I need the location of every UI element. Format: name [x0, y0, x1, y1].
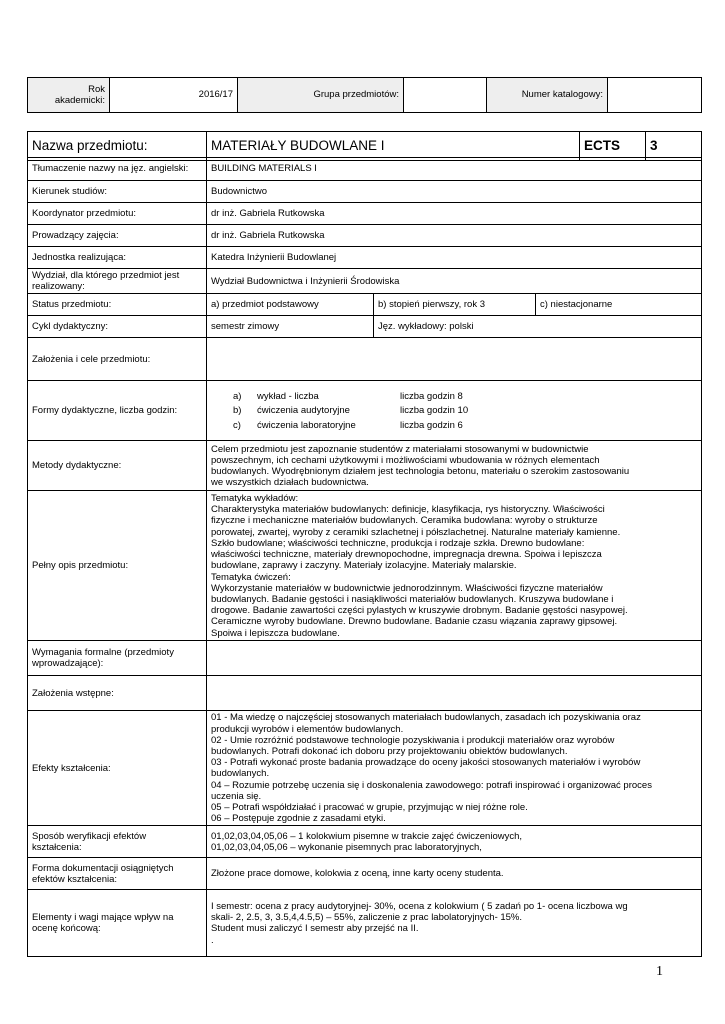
instructor-value: dr inż. Gabriela Rutkowska [207, 225, 702, 247]
requirements-value [207, 641, 702, 676]
lecture-language: Jęz. wykładowy: polski [374, 316, 702, 338]
header-info-table [27, 77, 702, 113]
verification-label: Sposób weryfikacji efektów kształcenia: [28, 826, 207, 858]
unit-value: Katedra Inżynierii Budowlanej [207, 247, 702, 269]
goals-value [207, 338, 702, 381]
ects-value: 3 [646, 132, 702, 161]
forms-item: c) ćwiczenia laboratoryjne liczba godzin 6 [233, 419, 463, 431]
faculty-label: Wydział, dla którego przedmiot jest realizowany: [28, 269, 207, 294]
status-label: Status przedmiotu: [28, 294, 207, 316]
translation-label: Tłumaczenie nazwy na jęz. angielski: [28, 158, 207, 181]
coordinator-label: Koordynator przedmiotu: [28, 203, 207, 225]
coordinator-value: dr inż. Gabriela Rutkowska [207, 203, 702, 225]
description-label: Pełny opis przedmiotu: [28, 491, 207, 641]
documentation-label: Forma dokumentacji osiągniętych efektów kształcenia: [28, 858, 207, 890]
forms-label: Formy dydaktyczne, liczba godzin: [28, 381, 207, 441]
academic-year-value: 2016/17 [110, 78, 238, 113]
requirements-label: Wymagania formalne (przedmioty wprowadzające): [28, 641, 207, 676]
forms-value [207, 381, 702, 441]
grading-label: Elementy i wagi mające wpływ na ocenę końcową: [28, 890, 207, 957]
course-name-value: MATERIAŁY BUDOWLANE I [207, 132, 580, 161]
methods-value: Celem przedmiotu jest zapoznanie studentów z materiałami stosowanymi w budownictwie powszechnym, ich cechami użytkowymi i możliwościami wbudowania w różnych elementach budowlanych. Wyodrębnionym działem jest technologia betonu, materiału o szerokim zastosowaniu we wszystkich działach budownictwa. [207, 441, 702, 491]
academic-year-label: Rok akademicki: [28, 78, 110, 113]
assumptions-value [207, 676, 702, 711]
catalog-number-value [608, 78, 702, 113]
methods-label: Metody dydaktyczne: [28, 441, 207, 491]
subject-group-label: Grupa przedmiotów: [238, 78, 404, 113]
effects-label: Efekty kształcenia: [28, 711, 207, 826]
syllabus-table [27, 157, 702, 957]
subject-group-value [404, 78, 487, 113]
forms-item: a) wykład - liczba liczba godzin 8 [233, 390, 463, 402]
effects-value: 01 - Ma wiedzę o najczęściej stosowanych materiałach budowlanych, zasadach ich pozyskiwania oraz produkcji wyrobów i elementów budowlanych. 02 - Umie rozróżnić podstawowe technologie pozyskiwania i produkcji materiałów oraz wyrobów budowlanych. Potrafi dokonać ich doboru przy projektowaniu obiektów budowlanych. 03 - Potrafi wykonać proste badania prowadzące do oceny jakości stosowanych materiałów i wyrobów budowlanych. 04 – Rozumie potrzebę uczenia się i doskonalenia zawodowego: potrafi inspirować i organizować proces uczenia się. 05 – Potrafi współdziałać i pracować w grupie, przyjmując w niej różne role. 06 – Postępuje zgodnie z zasadami etyki. [207, 711, 702, 826]
instructor-label: Prowadzący zajęcia: [28, 225, 207, 247]
forms-item: b) ćwiczenia audytoryjne liczba godzin 10 [233, 405, 469, 417]
status-type: a) przedmiot podstawowy [207, 294, 374, 316]
ects-label: ECTS [580, 132, 646, 161]
goals-label: Założenia i cele przedmiotu: [28, 338, 207, 381]
forms-list [211, 389, 697, 433]
description-value: Tematyka wykładów: Charakterystyka materiałów budowlanych: definicje, klasyfikacja, rys historyczny. Właściwości fizyczne i mechaniczne materiałów budowlanych. Ceramika budowlana: wyroby o strukturze porowatej, zwartej, wyroby z ceramiki szlachetnej i półszlachetnej. Naturalne materiały kamienne. Szkło budowlane; właściwości techniczne, produkcja i rodzaje szkła. Drewno budowlane: właściwości techniczne, materiały drewnopochodne, impregnacja drewna. Spoiwa i lepiszcza budowlane, zaprawy i zaczyny. Materiały izolacyjne. Materiały malarskie. Tematyka ćwiczeń: Wykorzystanie materiałów w budownictwie jednorodzinnym. Właściwości fizyczne materiałów budowlanych. Badanie gęstości i nasiąkliwości materiałów budowlanych. Kruszywa budowlane i drogowe. Badanie zawartości części pylastych w kruszywie drobnym. Badanie gęstości nasypowej. Ceramiczne wyroby budowlane. Drewno budowlane. Badanie czasu wiązania zaprawy gipsowej. Spoiwa i lepiszcza budowlane. [207, 491, 702, 641]
direction-value: Budownictwo [207, 181, 702, 203]
cycle-label: Cykl dydaktyczny: [28, 316, 207, 338]
status-degree: b) stopień pierwszy, rok 3 [374, 294, 536, 316]
documentation-value: Złożone prace domowe, kolokwia z oceną, inne karty oceny studenta. [207, 858, 702, 890]
course-name-label: Nazwa przedmiotu: [28, 132, 207, 161]
direction-label: Kierunek studiów: [28, 181, 207, 203]
page-number: 1 [656, 964, 663, 979]
unit-label: Jednostka realizująca: [28, 247, 207, 269]
faculty-value: Wydział Budownictwa i Inżynierii Środowiska [207, 269, 702, 294]
status-mode: c) niestacjonarne [536, 294, 702, 316]
grading-value: I semestr: ocena z pracy audytoryjnej- 30%, ocena z kolokwium ( 5 zadań po 1- ocena liczbowa wg skali- 2, 2.5, 3, 3.5,4,4.5,5) – 55%, zaliczenie z prac labolatoryjnych- 15%. Student musi zaliczyć I semestr aby przejść na II. . [207, 890, 702, 957]
catalog-number-label: Numer katalogowy: [487, 78, 608, 113]
translation-value: BUILDING MATERIALS I [207, 158, 702, 181]
verification-value: 01,02,03,04,05,06 – 1 kolokwium pisemne w trakcie zajęć ćwiczeniowych, 01,02,03,04,05,06 – wykonanie pisemnych prac laboratoryjnych, [207, 826, 702, 858]
cycle-value: semestr zimowy [207, 316, 374, 338]
assumptions-label: Założenia wstępne: [28, 676, 207, 711]
